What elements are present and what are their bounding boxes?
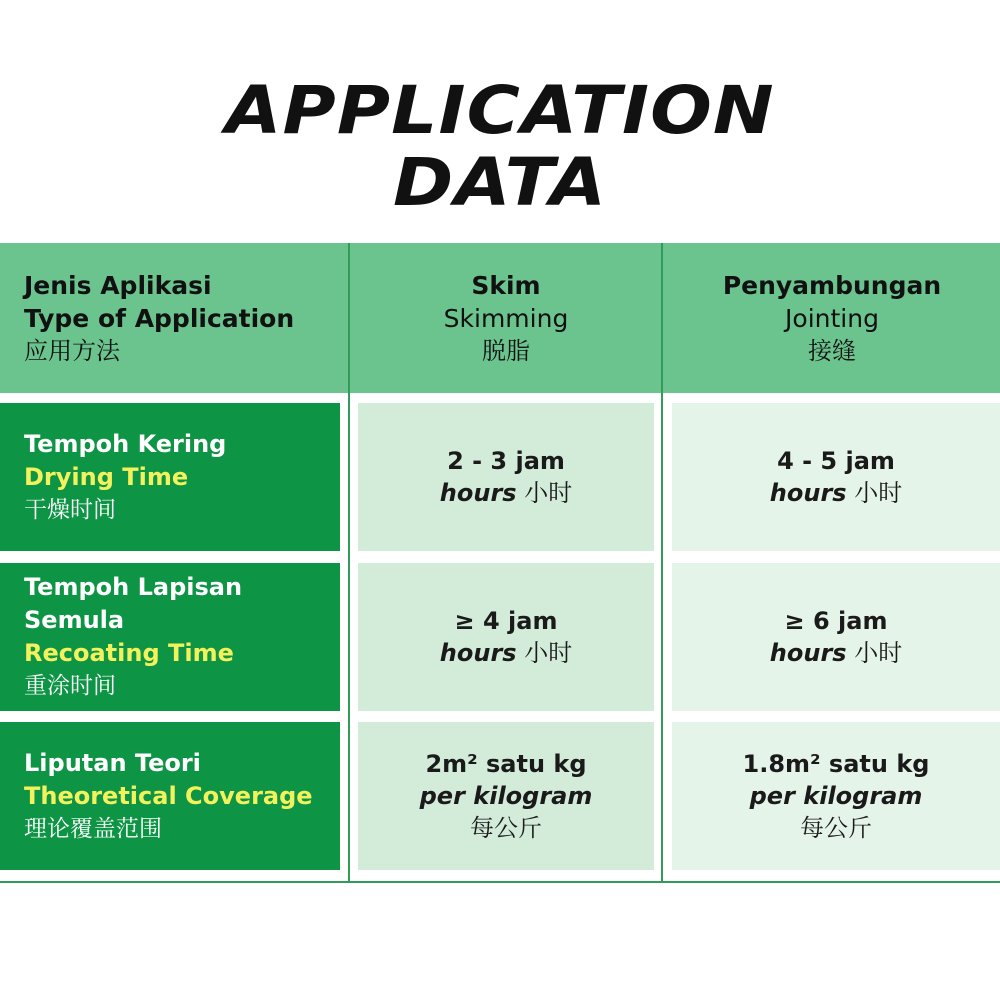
header-joint-ms: Penyambungan — [722, 270, 942, 300]
column-divider — [348, 243, 350, 883]
cell-value: 1.8m² satu kg — [742, 750, 930, 778]
header-skim-en: Skimming — [443, 303, 569, 333]
title-line-2: DATA — [393, 144, 607, 221]
header-skim-zh: 脱脂 — [482, 336, 530, 365]
row-label-zh: 重涂时间 — [24, 673, 116, 699]
cell-unit: hours 小时 — [439, 639, 573, 667]
row-label-drying-time — [0, 403, 340, 551]
column-divider — [661, 243, 663, 883]
cell-coverage-skim — [358, 722, 654, 870]
cell-unit: hours 小时 — [769, 479, 903, 507]
header-type-of-application — [24, 243, 344, 393]
cell-value: 2m² satu kg — [425, 750, 587, 778]
row-label-en: Drying Time — [24, 462, 189, 491]
row-label-zh: 理论覆盖范围 — [24, 815, 162, 842]
cell-value: ≥ 4 jam — [454, 607, 558, 635]
cell-drying-joint — [672, 403, 1000, 551]
cell-value: 2 - 3 jam — [447, 447, 565, 475]
row-label-en: Theoretical Coverage — [24, 781, 313, 810]
row-label-zh: 干燥时间 — [24, 496, 116, 523]
cell-value: 4 - 5 jam — [777, 447, 895, 475]
header-type-en: Type of Application — [24, 303, 295, 333]
page-title — [0, 72, 1000, 221]
row-label-en: Recoating Time — [24, 639, 234, 667]
cell-unit-zh: 每公斤 — [470, 814, 542, 842]
row-label-theoretical-coverage — [0, 722, 340, 870]
cell-unit-en: per kilogram — [419, 782, 593, 810]
row-label-ms: Tempoh Kering — [24, 429, 227, 458]
cell-recoating-joint — [672, 563, 1000, 711]
header-skimming — [352, 243, 660, 393]
cell-unit-zh: 每公斤 — [800, 814, 872, 842]
application-table — [0, 243, 1000, 883]
header-type-zh: 应用方法 — [24, 336, 120, 365]
cell-unit-en: per kilogram — [749, 782, 923, 810]
header-joint-en: Jointing — [785, 303, 879, 333]
row-label-recoating-time — [0, 563, 340, 711]
header-joint-zh: 接缝 — [808, 336, 856, 365]
cell-recoating-skim — [358, 563, 654, 711]
cell-value: ≥ 6 jam — [784, 607, 888, 635]
header-jointing — [664, 243, 1000, 393]
row-label-ms: Liputan Teori — [24, 748, 201, 777]
cell-coverage-joint — [672, 722, 1000, 870]
header-skim-ms: Skim — [471, 270, 541, 300]
cell-drying-skim — [358, 403, 654, 551]
title-line-1: APPLICATION — [225, 72, 775, 149]
cell-unit: hours 小时 — [769, 639, 903, 667]
row-label-ms: Tempoh Lapisan Semula — [24, 573, 243, 634]
cell-unit: hours 小时 — [439, 479, 573, 507]
header-type-ms: Jenis Aplikasi — [24, 270, 212, 300]
table-bottom-border — [0, 881, 1000, 883]
